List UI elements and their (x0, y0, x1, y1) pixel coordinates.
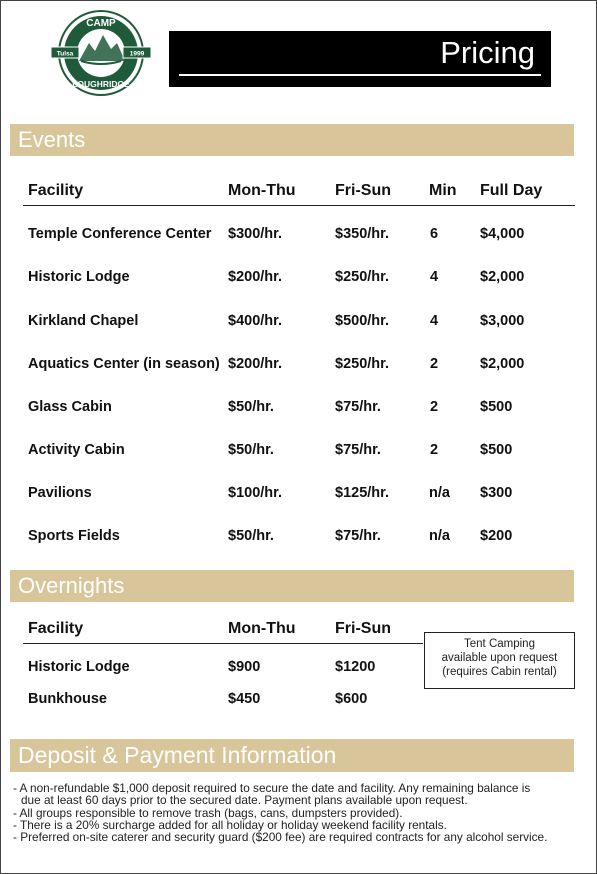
logo-bottom-text: LOUGHRIDGE (72, 79, 130, 89)
fri-sun-cell: $250/hr. (335, 269, 390, 285)
fri-sun-cell: $250/hr. (335, 356, 390, 372)
min-cell: 4 (430, 313, 439, 329)
events-col-full-day: Full Day (480, 182, 543, 199)
full-day-cell: $4,000 (480, 226, 525, 242)
facility-cell: Historic Lodge (28, 659, 130, 675)
facility-cell: Temple Conference Center (28, 226, 212, 242)
overnights-col-mon-thu: Mon-Thu (228, 620, 296, 637)
deposit-heading: Deposit & Payment Information (18, 742, 337, 768)
facility-cell: Sports Fields (28, 528, 120, 544)
mon-thu-cell: $200/hr. (228, 356, 283, 372)
fri-sun-cell: $600 (335, 691, 368, 707)
min-cell: 2 (430, 399, 439, 415)
facility-cell: Historic Lodge (28, 269, 130, 285)
note-line: Tent Camping (464, 638, 535, 650)
events-col-fri-sun: Fri-Sun (335, 182, 391, 199)
facility-cell: Activity Cabin (28, 442, 125, 458)
page-title: Pricing (440, 35, 535, 70)
mon-thu-cell: $50/hr. (228, 442, 274, 458)
terms-line: - All groups responsible to remove trash (bags, cans, dumpsters provided). (13, 805, 403, 820)
events-col-facility: Facility (28, 182, 84, 199)
facility-cell: Kirkland Chapel (28, 313, 139, 329)
overnights-col-facility: Facility (28, 620, 84, 637)
facility-cell: Bunkhouse (28, 691, 107, 707)
full-day-cell: $500 (480, 442, 513, 458)
facility-cell: Aquatics Center (in season) (28, 356, 220, 372)
mon-thu-cell: $900 (228, 659, 261, 675)
facility-cell: Glass Cabin (28, 399, 112, 415)
mon-thu-cell: $50/hr. (228, 399, 274, 415)
camp-logo-emblem-icon (49, 9, 153, 97)
logo-top-text: CAMP (86, 18, 116, 29)
fri-sun-cell: $75/hr. (335, 528, 381, 544)
note-line: available upon request (441, 652, 558, 664)
min-cell: n/a (429, 485, 450, 501)
min-cell: 4 (430, 269, 439, 285)
fri-sun-cell: $350/hr. (335, 226, 390, 242)
fri-sun-cell: $75/hr. (335, 442, 381, 458)
title-banner (169, 31, 551, 87)
mon-thu-cell: $50/hr. (228, 528, 274, 544)
full-day-cell: $2,000 (480, 269, 525, 285)
events-header-rule (23, 205, 575, 206)
full-day-cell: $200 (480, 528, 513, 544)
logo-left-text: Tulsa (56, 50, 74, 58)
mon-thu-cell: $300/hr. (228, 226, 283, 242)
fri-sun-cell: $500/hr. (335, 313, 390, 329)
full-day-cell: $300 (480, 485, 513, 501)
overnights-section-header (10, 570, 574, 602)
fri-sun-cell: $1200 (335, 659, 376, 675)
facility-cell: Pavilions (28, 485, 92, 501)
overnights-heading: Overnights (18, 573, 125, 598)
overnights-col-fri-sun: Fri-Sun (335, 620, 391, 637)
full-day-cell: $500 (480, 399, 513, 415)
mon-thu-cell: $450 (228, 691, 261, 707)
overnights-header-rule (23, 643, 423, 644)
events-section-header (10, 124, 574, 156)
note-line: (requires Cabin rental) (442, 666, 557, 678)
camp-logo (49, 9, 153, 97)
min-cell: 2 (430, 356, 439, 372)
events-col-min: Min (429, 182, 457, 199)
min-cell: 2 (430, 442, 439, 458)
title-underline (179, 74, 541, 76)
mon-thu-cell: $100/hr. (228, 485, 283, 501)
min-cell: n/a (429, 528, 450, 544)
mon-thu-cell: $400/hr. (228, 313, 283, 329)
logo-right-text: 1999 (129, 50, 145, 58)
deposit-section-header (10, 739, 574, 772)
tent-camping-note (424, 632, 575, 689)
terms-line: - There is a 20% surcharge added for all holiday or holiday weekend facility rentals. (13, 817, 447, 832)
terms-line: - Preferred on-site caterer and security guard ($200 fee) are required contracts for any alcohol service. (13, 830, 548, 845)
terms-line: - A non-refundable $1,000 deposit required to secure the date and facility. Any remaining balance is (13, 781, 531, 795)
events-heading: Events (18, 127, 86, 152)
fri-sun-cell: $75/hr. (335, 399, 381, 415)
deposit-terms (13, 782, 593, 843)
full-day-cell: $3,000 (480, 313, 525, 329)
full-day-cell: $2,000 (480, 356, 525, 372)
fri-sun-cell: $125/hr. (335, 485, 390, 501)
mon-thu-cell: $200/hr. (228, 269, 283, 285)
events-col-mon-thu: Mon-Thu (228, 182, 296, 199)
min-cell: 6 (430, 226, 439, 242)
terms-line: due at least 60 days prior to the secured date. Payment plans available upon request. (21, 793, 468, 808)
